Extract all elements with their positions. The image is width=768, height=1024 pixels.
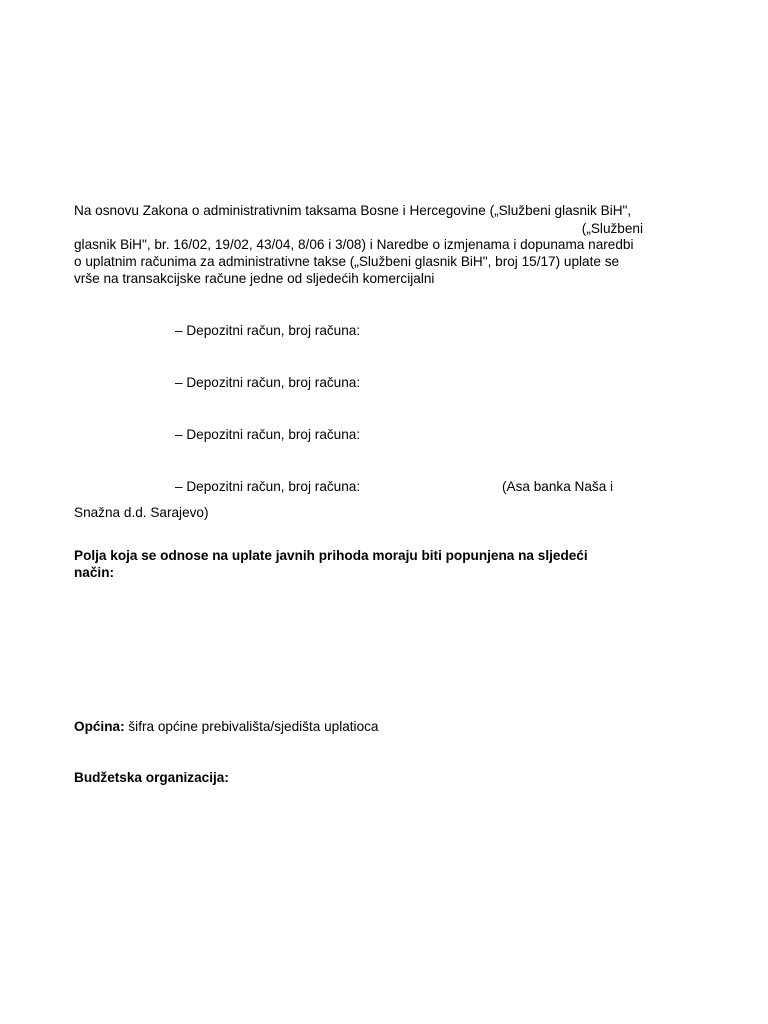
account-line-2: – Depozitni račun, broj računa:: [175, 375, 361, 390]
bank-name-part-1: (Asa banka Naša i: [502, 479, 614, 494]
intro-line-4: o uplatnim računima za administrativne takse („Službeni glasnik BiH", broj 15/17) uplate se: [74, 254, 620, 269]
intro-line-1: Na osnovu Zakona o administrativnim taksama Bosne i Hercegovine („Službeni glasnik BiH",: [74, 203, 632, 218]
fields-heading-line-1: Polja koja se odnose na uplate javnih prihoda moraju biti popunjena na sljedeći: [74, 548, 588, 563]
account-line-3: – Depozitni račun, broj računa:: [175, 427, 361, 442]
budzetska-organizacija-label: Budžetska organizacija:: [74, 770, 229, 785]
opcina-description: šifra općine prebivališta/sjedišta uplatioca: [124, 719, 379, 734]
intro-line-2: („Službeni: [581, 221, 643, 236]
opcina-line: [74, 718, 379, 736]
fields-heading-line-2: način:: [74, 565, 115, 580]
bank-name-part-2: Snažna d.d. Sarajevo): [74, 505, 209, 520]
opcina-label: Općina:: [74, 719, 125, 734]
intro-line-5: vrše na transakcijske račune jedne od sljedećih komercijalni: [74, 271, 435, 286]
account-line-1: – Depozitni račun, broj računa:: [175, 323, 361, 338]
account-line-4: – Depozitni račun, broj računa:: [175, 479, 361, 494]
intro-line-3: glasnik BiH", br. 16/02, 19/02, 43/04, 8/06 i 3/08) i Naredbe o izmjenama i dopunama naredbi: [74, 237, 634, 252]
